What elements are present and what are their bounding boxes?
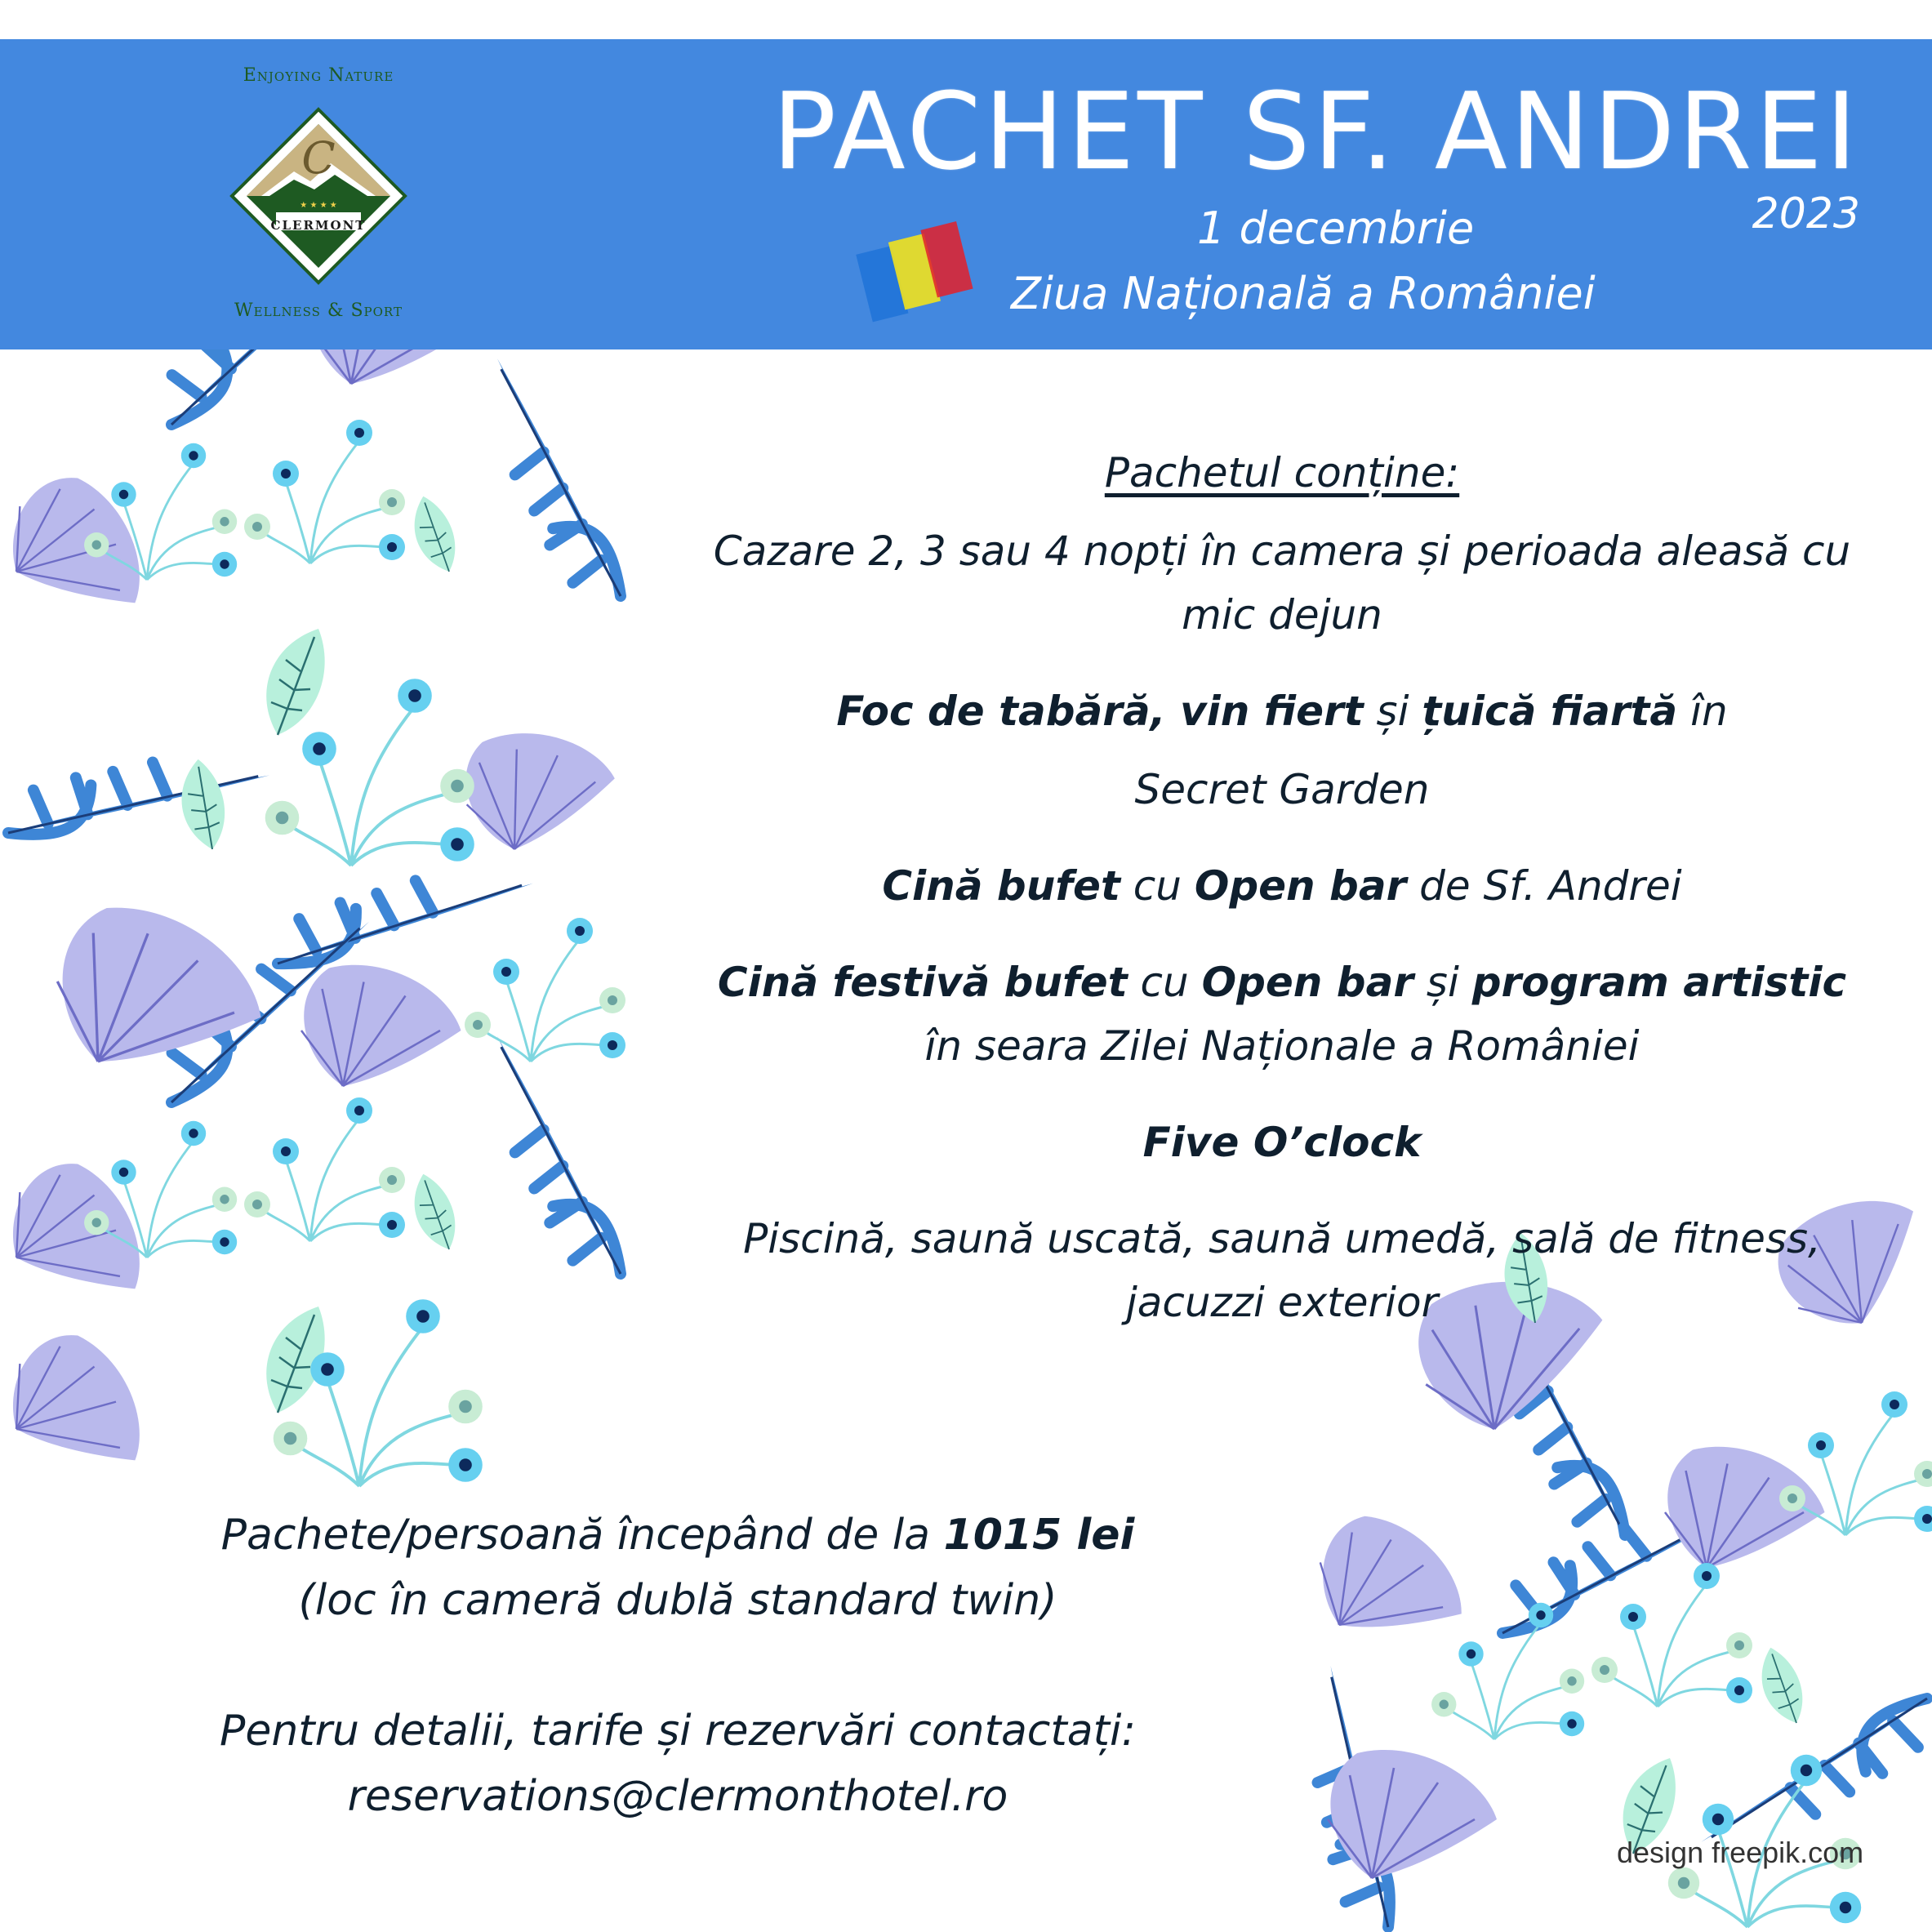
campfire-item [653, 679, 1911, 743]
logo-tagline-top: Enjoying Nature [243, 65, 394, 86]
contact-email[interactable]: reservations@clermonthotel.ro [347, 1772, 1008, 1821]
logo-name: CLERMONT [270, 218, 367, 233]
price-prefix: Pachete/persoană începând de la [220, 1511, 944, 1560]
dinner-bold-1: Cină bufet [882, 862, 1120, 910]
contact-label: Pentru detalii, tarife și rezervări contactați: [219, 1707, 1137, 1756]
festive-bold-2: Open bar [1201, 959, 1413, 1006]
facilities-item: Piscină, saună uscată, saună umedă, sală de fitness, jacuzzi exterior [743, 1215, 1821, 1326]
dinner-plain-1: cu [1120, 862, 1195, 910]
dinner-plain-2: de Sf. Andrei [1406, 862, 1682, 910]
dinner-bold-2: Open bar [1194, 862, 1407, 910]
pricing-section [114, 1502, 1241, 1829]
event-date: 1 decembrie [1197, 203, 1475, 254]
package-details [653, 441, 1911, 1367]
design-credit: design freepik.com [1617, 1836, 1864, 1869]
package-heading: Pachetul conține: [1104, 449, 1460, 496]
accommodation-item: Cazare 2, 3 sau 4 nopți în camera și perioada aleasă cu mic dejun [713, 528, 1851, 639]
campfire-plain-1: și [1363, 688, 1422, 735]
price-line [114, 1502, 1241, 1568]
svg-text:★ ★ ★ ★: ★ ★ ★ ★ [300, 201, 337, 210]
campfire-bold-2: țuică fiartă [1422, 688, 1678, 735]
festive-bold-3: program artistic [1471, 959, 1847, 1006]
festive-dinner-item [653, 950, 1911, 1014]
year-label: 2023 [1752, 189, 1860, 238]
clermont-emblem-icon [229, 106, 408, 286]
campfire-location: Secret Garden [1134, 766, 1430, 813]
festive-plain-2: și [1413, 959, 1472, 1006]
price-value: 1015 lei [943, 1511, 1135, 1560]
romanian-flag-icon [854, 220, 977, 327]
page-title: PACHET SF. ANDREI [772, 69, 1860, 194]
five-oclock-item: Five O’clock [1142, 1119, 1422, 1166]
hotel-logo [212, 64, 425, 325]
dinner-item [653, 854, 1911, 918]
room-type-note: (loc în cameră dublă standard twin) [298, 1576, 1057, 1625]
campfire-plain-2: în [1677, 688, 1728, 735]
svg-text:C: C [301, 132, 336, 184]
festive-plain-1: cu [1127, 959, 1202, 1006]
festive-bold-1: Cină festivă bufet [717, 959, 1128, 1006]
event-subtitle: Ziua Națională a României [1011, 268, 1596, 319]
logo-tagline-bottom: Wellness & Sport [234, 300, 403, 321]
festive-dinner-line-2: în seara Zilei Naționale a României [924, 1022, 1640, 1070]
campfire-bold-1: Foc de tabără, vin fiert [836, 688, 1364, 735]
